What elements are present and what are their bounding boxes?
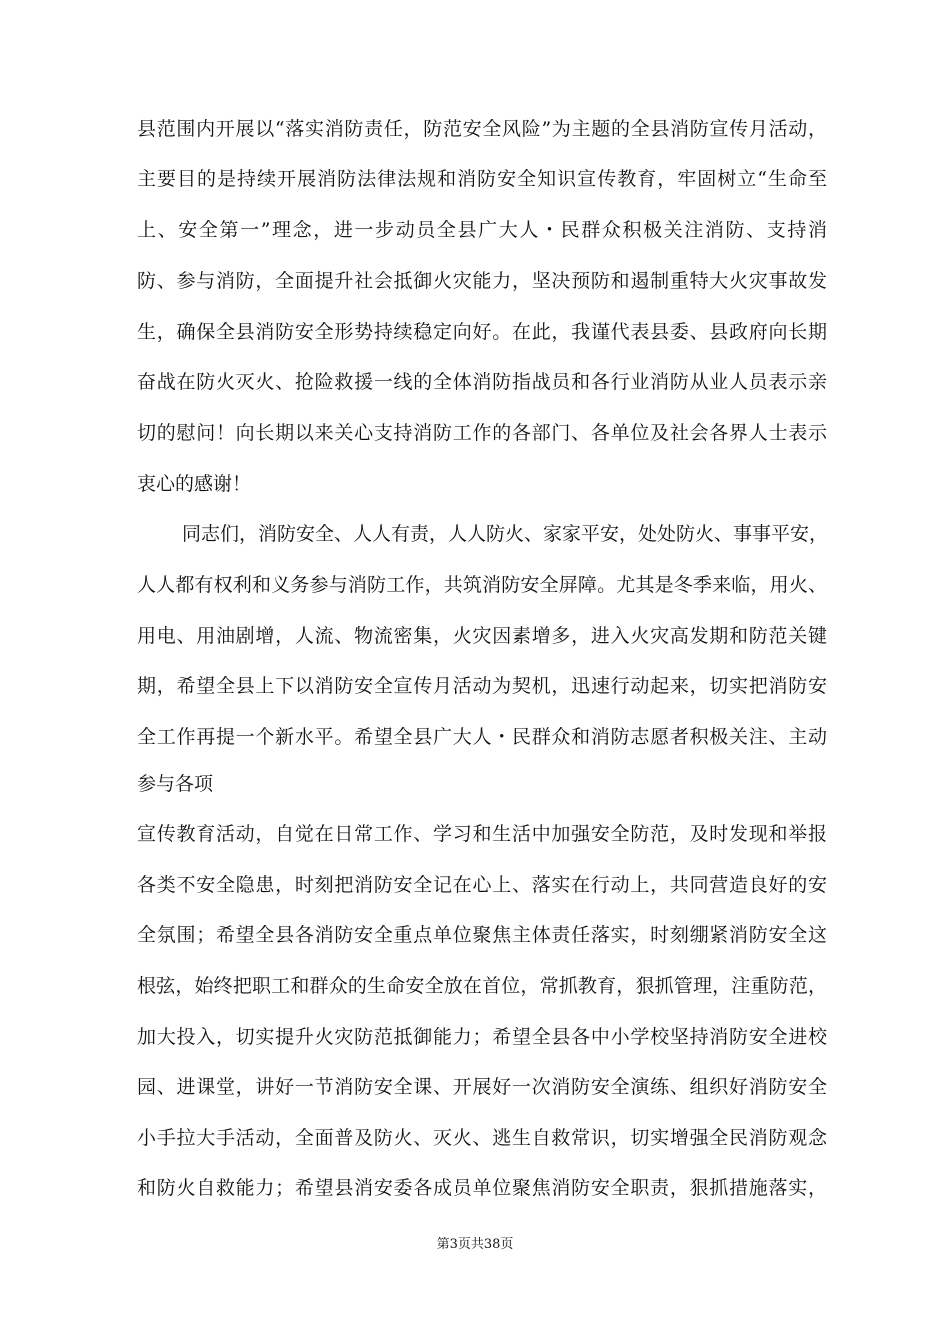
text-line: 和防火自救能力；希望县消安委各成员单位聚焦消防安全职责，狠抓措施落实， <box>137 1177 827 1199</box>
text-line: 生，确保全县消防安全形势持续稳定向好。在此，我谨代表县委、县政府向长期 <box>137 321 827 343</box>
text-line: 加大投入，切实提升火灾防范抵御能力；希望全县各中小学校坚持消防安全进校 <box>137 1026 827 1048</box>
text-line: 全工作再提一个新水平。希望全县广大人・民群众和消防志愿者积极关注、主动 <box>137 726 827 748</box>
text-line: 各类不安全隐患，时刻把消防安全记在心上、落实在行动上，共同营造良好的安 <box>137 874 827 896</box>
text-line: 参与各项 <box>137 773 214 795</box>
text-line: 根弦，始终把职工和群众的生命安全放在首位，常抓教育，狠抓管理，注重防范， <box>137 975 827 997</box>
text-line: 宣传教育活动，自觉在日常工作、学习和生活中加强安全防范，及时发现和举报 <box>137 823 827 845</box>
text-line: 小手拉大手活动，全面普及防火、灭火、逃生自救常识，切实增强全民消防观念 <box>137 1127 827 1149</box>
text-line: 同志们，消防安全、人人有责，人人防火、家家平安，处处防火、事事平安， <box>182 523 829 545</box>
text-line: 县范围内开展以“落实消防责任，防范安全风险”为主题的全县消防宣传月活动， <box>137 118 827 140</box>
text-line: 衷心的感谢！ <box>137 473 252 495</box>
text-line: 期，希望全县上下以消防安全宣传月活动为契机，迅速行动起来，切实把消防安 <box>137 675 827 697</box>
text-line: 人人都有权利和义务参与消防工作，共筑消防安全屏障。尤其是冬季来临，用火、 <box>137 574 827 596</box>
text-line: 用电、用油剧增，人流、物流密集，火灾因素增多，进入火灾高发期和防范关键 <box>137 625 827 647</box>
text-line: 防、参与消防，全面提升社会抵御火灾能力，坚决预防和遏制重特大火灾事故发 <box>137 270 827 292</box>
page-number: 第3页共38页 <box>436 1237 514 1252</box>
text-line: 全氛围；希望全县各消防安全重点单位聚焦主体责任落实，时刻绷紧消防安全这 <box>137 924 827 946</box>
text-line: 奋战在防火灭火、抢险救援一线的全体消防指战员和各行业消防从业人员表示亲 <box>137 371 827 393</box>
text-line: 主要目的是持续开展消防法律法规和消防安全知识宣传教育，牢固树立“生命至 <box>137 168 827 190</box>
text-line: 上、安全第一”理念，进一步动员全县广大人・民群众积极关注消防、支持消 <box>137 219 827 241</box>
text-line: 切的慰问！向长期以来关心支持消防工作的各部门、各单位及社会各界人士表示 <box>137 422 827 444</box>
text-line: 园、进课堂，讲好一节消防安全课、开展好一次消防安全演练、组织好消防安全 <box>137 1076 827 1098</box>
